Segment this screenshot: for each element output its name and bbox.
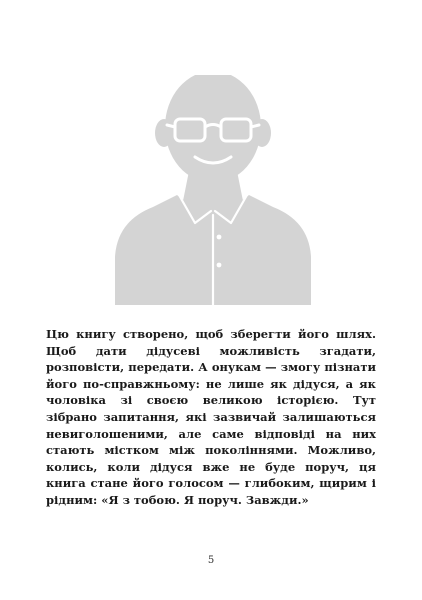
shirt-button xyxy=(217,235,222,240)
intro-paragraph: Цю книгу створено, щоб зберегти його шлях. Щоб дати дідусеві можливість згадати, розповісти, передати. А онукам — змогу пізнати його по-справжньому: не лише як дідуся, а як чоловіка зі своєю великою історією. Тут зібрано запитання, які зазвичай залишаються невиголошеними, але саме відповіді на них стають містком між поколіннями. Можливо, колись, коли дідуся вже не буде поруч, ця книга стане його голосом — глибоким, щирим і рідним: «Я з тобою. Я поруч. Завжди.» xyxy=(46,327,376,507)
shirt-button xyxy=(217,263,222,268)
grandfather-portrait-icon xyxy=(115,75,311,305)
head-shape xyxy=(165,75,261,183)
page-number: 5 xyxy=(207,555,215,566)
